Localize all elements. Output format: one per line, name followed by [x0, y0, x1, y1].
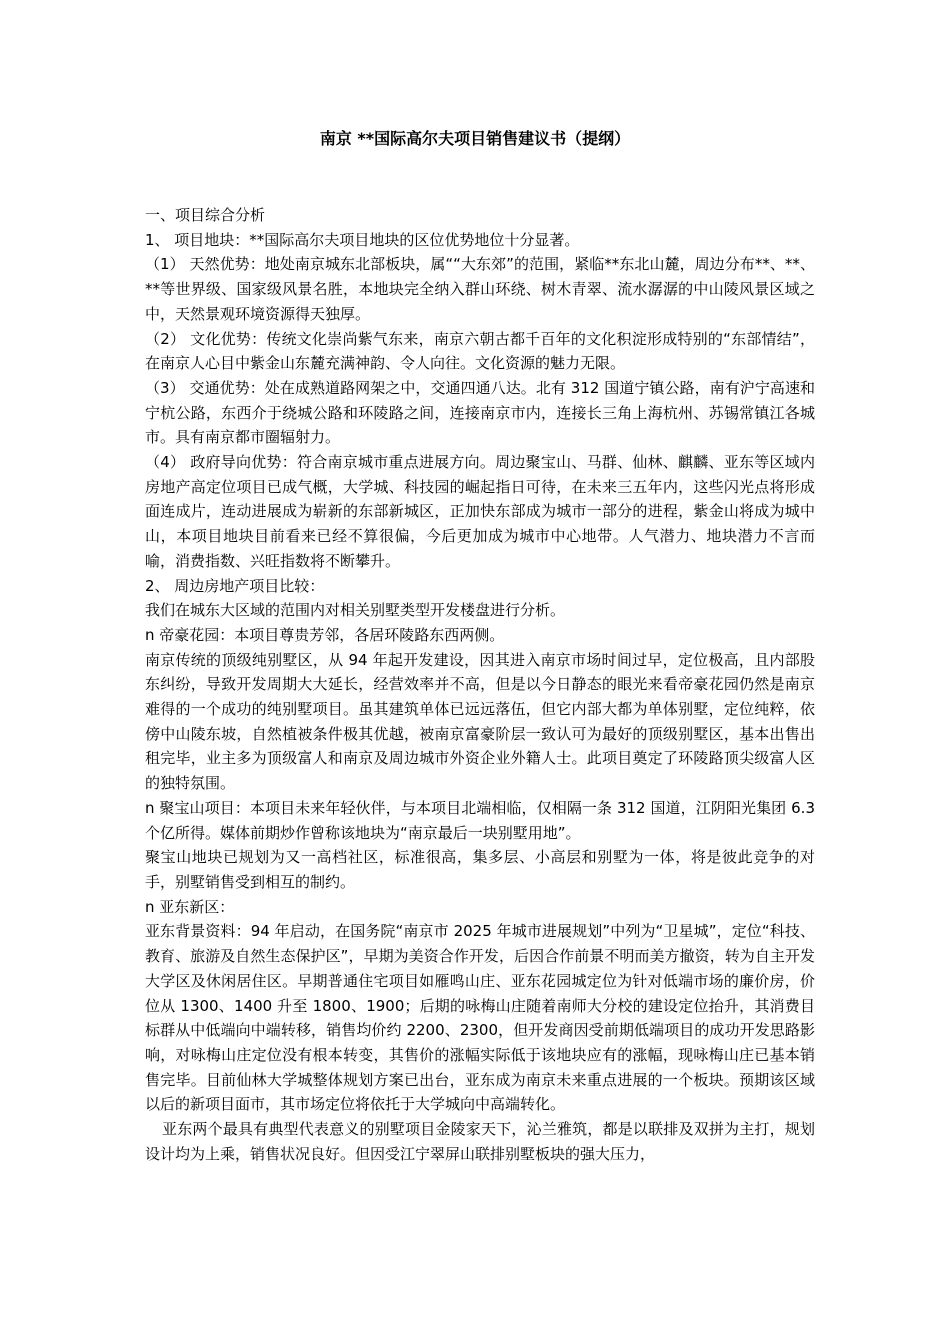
- paragraph: 亚东背景资料：94 年启动，在国务院“南京市 2025 年城市进展规划”中列为“卫星城”，定位“科技、教育、旅游及自然生态保护区”，早期为美资合作开发，后因合作前景不明而美方撤资，转为自主开发大学区及休闲居住区。早期普通住宅项目如雁鸣山庄、亚东花园城定位为针对低端市场的廉价房，价位从 1300、1400 升至 1800、1900；后期的咏梅山庄随着南师大分校的建设定位抬升，其消费目标群从中低端向中端转移，销售均价约 2200、2300，但开发商因受前期低端项目的成功开发思路影响，对咏梅山庄定位没有根本转变，其售价的涨幅实际低于该地块应有的涨幅，现咏梅山庄已基本销售完毕。目前仙林大学城整体规划方案已出台，亚东成为南京未来重点进展的一个板块。预期该区域以后的新项目面市，其市场定位将依托于大学城向中高端转化。: [145, 922, 815, 1114]
- section-heading: 一、项目综合分析: [145, 206, 266, 224]
- paragraph-natural-advantage: （1） 天然优势：地处南京城东北部板块，属““大东郊”的范围，紧临**东北山麓，周边分布**、**、**等世界级、国家级风景名胜，本地块完全纳入群山环绕、树木青翠、流水潺潺的中山陵风景区域之中，天然景观环境资源得天独厚。: [145, 255, 815, 323]
- paragraph: n 聚宝山项目：本项目未来年轻伙伴，与本项目北端相临，仅相隔一条 312 国道，江阴阳光集团 6.3 个亿所得。媒体前期炒作曾称该地块为“南京最后一块别墅用地”。: [145, 798, 815, 842]
- paragraph: n 亚东新区：: [145, 897, 235, 916]
- paragraph: 南京传统的顶级纯别墅区，从 94 年起开发建设，因其进入南京市场时间过早，定位极高，且内部股东纠纷，导致开发周期大大延长，经营效率并不高，但是以今日静态的眼光来看帝豪花园仍然是南京难得的一个成功的纯别墅项目。虽其建筑单体已远远落伍，但它内部大都为单体别墅，定位纯粹，依傍中山陵东坡，自然植被条件极其优越，被南京富豪阶层一致认可为最好的顶级别墅区，基本出售出租完毕，业主多为顶级富人和南京及周边城市外资企业外籍人士。此项目奠定了环陵路顶尖级富人区的独特氛围。: [145, 650, 815, 793]
- paragraph-cultural-advantage: （2） 文化优势：传统文化崇尚紫气东来，南京六朝古都千百年的文化积淀形成特别的“东部情结”，在南京人心目中紫金山东麓充满神韵、令人向往。文化资源的魅力无限。: [145, 329, 815, 373]
- paragraph-government-advantage: （4） 政府导向优势：符合南京城市重点进展方向。周边聚宝山、马群、仙林、麒麟、亚东等区域内房地产高定位项目已成气概，大学城、科技园的崛起指日可待，在未来三五年内，这些闪光点将形成面连成片，连动进展成为崭新的东部新城区，正加快东部成为城市一部分的进程，紫金山将成为城中山，本项目地块目前看来已经不算很偏，今后更加成为城市中心地带。人气潜力、地块潜力不言而喻，消费指数、兴旺指数将不断攀升。: [145, 453, 815, 570]
- paragraph: 我们在城东大区域的范围内对相关别墅类型开发楼盘进行分析。: [145, 601, 566, 620]
- paragraph: 聚宝山地块已规划为又一高档社区，标准很高，集多层、小高层和别墅为一体，将是彼此竞争的对手，别墅销售受到相互的制约。: [145, 848, 815, 891]
- paragraph: 亚东两个最具有典型代表意义的别墅项目金陵家天下，沁兰雅筑，都是以联排及双拼为主打，规划设计均为上乘，销售状况良好。但因受江宁翠屏山联排别墅板块的强大压力，: [145, 1120, 815, 1163]
- document-body: [145, 203, 815, 1166]
- subsection-heading: 1、 项目地块：**国际高尔夫项目地块的区位优势地位十分显著。: [145, 230, 580, 249]
- document-title: 南京 **国际高尔夫项目销售建议书（提纲）: [319, 129, 631, 148]
- paragraph-traffic-advantage: （3） 交通优势：处在成熟道路网架之中，交通四通八达。北有 312 国道宁镇公路，南有沪宁高速和宁杭公路，东西介于绕城公路和环陵路之间，连接南京市内，连接长三角上海杭州、苏锡常镇江各城市。具有南京都市圈辐射力。: [145, 378, 815, 447]
- paragraph: n 帝豪花园：本项目尊贵芳邻，各居环陵路东西两侧。: [145, 625, 505, 644]
- subsection-heading: 2、 周边房地产项目比较：: [145, 576, 325, 595]
